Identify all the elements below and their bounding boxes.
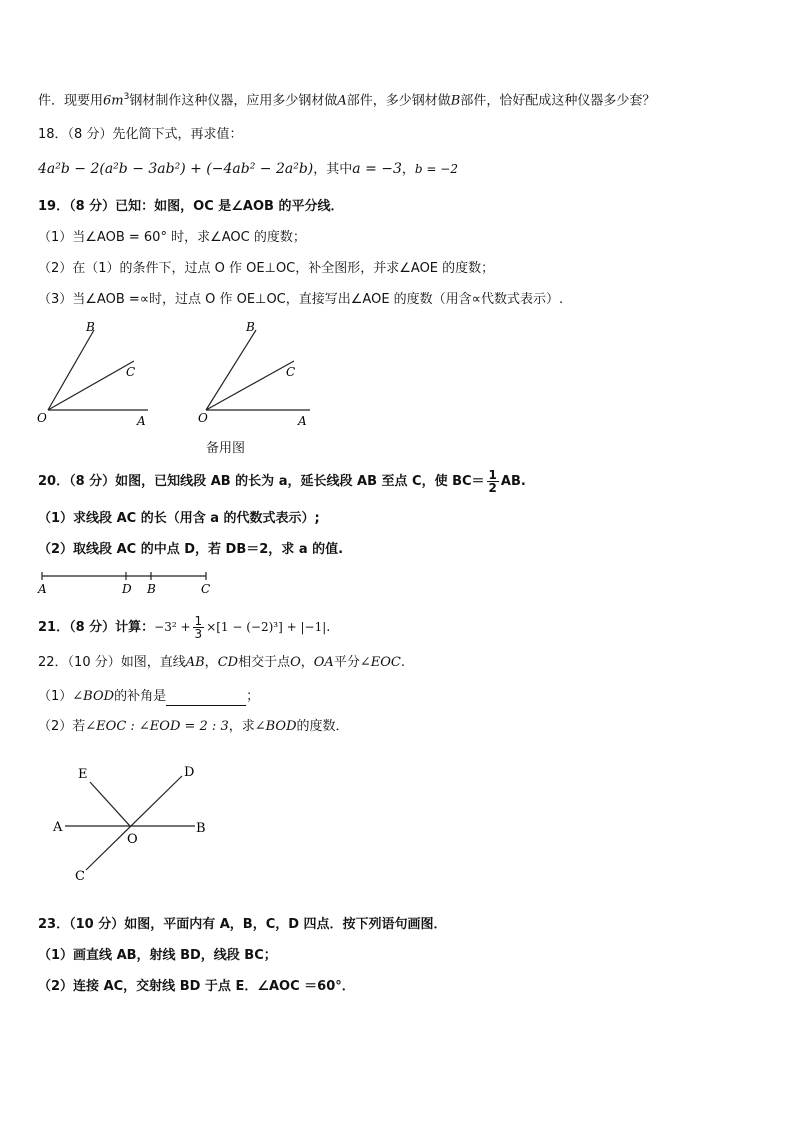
q19-backup-label-O: O bbox=[198, 411, 208, 425]
q20-label-D: D bbox=[122, 582, 132, 596]
q18-title: 18．（8 分）先化简下式，再求值： bbox=[38, 127, 243, 142]
q19-backup-caption: 备用图 bbox=[206, 441, 246, 456]
q19-part1: （1）当∠AOB = 60° 时，求∠AOC 的度数； bbox=[38, 230, 306, 245]
q19-part2: （2）在（1）的条件下，过点 O 作 OE⊥OC，补全图形，并求∠AOE 的度数； bbox=[38, 261, 495, 276]
q22-label-O: O bbox=[127, 832, 138, 847]
q20-label-A: A bbox=[38, 582, 47, 596]
q22-label-D: D bbox=[184, 765, 195, 780]
q20-label-C: C bbox=[201, 582, 211, 596]
q20-part1: （1）求线段 AC 的长（用含 a 的代数式表示）; bbox=[38, 511, 320, 526]
q19-backup-label-B: B bbox=[246, 320, 255, 334]
q23-part2: （2）连接 AC，交射线 BD 于点 E．∠AOC ＝60°． bbox=[38, 979, 355, 994]
q22-title: 22．（10 分）如图，直线AB，CD相交于点O，OA平分∠EOC. bbox=[38, 655, 405, 670]
q20-segment-figure bbox=[34, 568, 224, 600]
q22-label-E: E bbox=[78, 767, 88, 782]
q22-figure bbox=[50, 762, 225, 897]
q22-answer-blank[interactable] bbox=[166, 691, 246, 706]
q19-label-C: C bbox=[126, 365, 136, 379]
q19-label-B: B bbox=[86, 320, 95, 334]
q21-line: 21．（8 分）计算：−3² + $\frac{1}{3}$ ×[1 − (−2)³] + |−1|. bbox=[38, 614, 331, 641]
q23-part1: （1）画直线 AB，射线 BD，线段 BC； bbox=[38, 948, 277, 963]
q19-part3: （3）当∠AOB =∝时，过点 O 作 OE⊥OC，直接写出∠AOE 的度数（用含∝代数式表示）. bbox=[38, 292, 564, 307]
q18-cond-a: a = −3 bbox=[352, 161, 402, 177]
q20-label-B: B bbox=[147, 582, 156, 596]
q20-title: 20．（8 分）如图，已知线段 AB 的长为 a，延长线段 AB 至点 C，使 BC＝ $\frac{1}{2}$ AB. bbox=[38, 468, 526, 495]
q22-label-B: B bbox=[196, 821, 206, 836]
q22-label-C: C bbox=[75, 869, 85, 884]
q19-figure bbox=[30, 318, 330, 458]
q22-part2: （2）若∠EOC : ∠EOD = 2 : 3，求∠BOD的度数． bbox=[38, 719, 349, 734]
q23-title: 23．（10 分）如图，平面内有 A，B，C，D 四点．按下列语句画图． bbox=[38, 917, 447, 932]
q19-main-figure bbox=[37, 320, 148, 428]
q21-fraction: $\frac{1}{3}$ bbox=[194, 614, 203, 641]
q19-backup-figure bbox=[198, 320, 310, 428]
q19-backup-label-A: A bbox=[298, 414, 307, 428]
q19-label-A: A bbox=[137, 414, 146, 428]
q18-cond-b: b = −2 bbox=[414, 162, 458, 176]
q18-expression: 4a²b − 2(a²b − 3ab²) + (−4ab² − 2a²b) bbox=[38, 161, 314, 177]
q19-label-O: O bbox=[37, 411, 47, 425]
q18-expression-line: 4a²b − 2(a²b − 3ab²) + (−4ab² − 2a²b)，其中a = −3，b = −2 bbox=[38, 161, 458, 177]
q20-fraction: $\frac{1}{2}$ bbox=[488, 468, 497, 495]
q22-part1: （1）∠BOD的补角是 ； bbox=[38, 689, 260, 704]
q19-backup-label-C: C bbox=[286, 365, 296, 379]
q19-title: 19．（8 分）已知：如图，OC 是∠AOB 的平分线． bbox=[38, 199, 344, 214]
q20-part2: （2）取线段 AC 的中点 D，若 DB＝2，求 a 的值. bbox=[38, 542, 344, 557]
top-continuation-line: 件．现要用$6m^3$钢材制作这种仪器，应用多少钢材做A部件，多少钢材做B部件，恰好配成这种仪器多少套？ bbox=[38, 92, 656, 109]
q22-label-A: A bbox=[53, 820, 63, 835]
